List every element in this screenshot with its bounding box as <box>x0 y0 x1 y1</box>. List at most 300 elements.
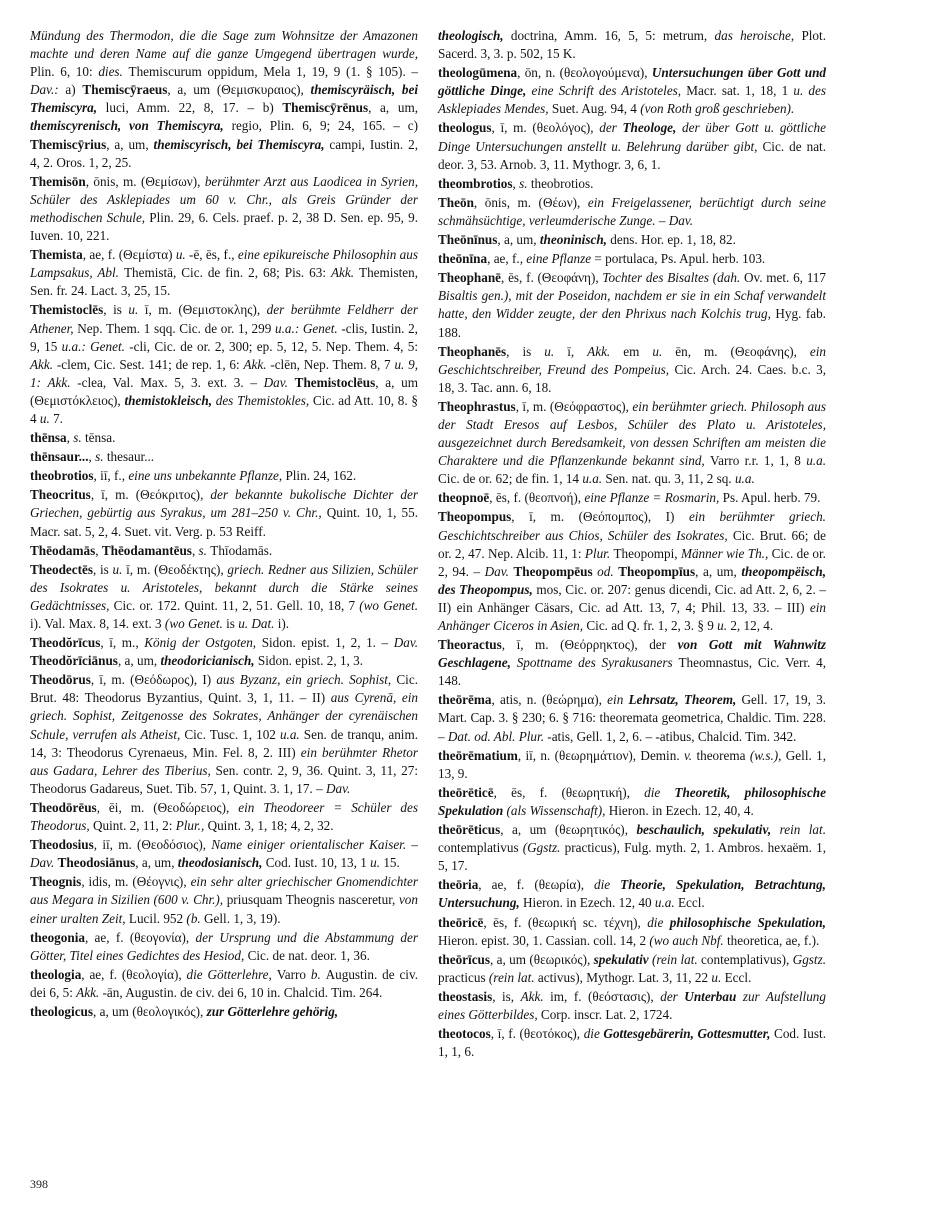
italic-text: u.a. <box>279 726 304 742</box>
italic-text: Dav.: <box>30 82 66 98</box>
italic-text: eine Pflanze = Rosmarin, <box>584 490 723 506</box>
page-number: 398 <box>30 1177 48 1191</box>
translation: beschaulich, spekulativ, <box>636 822 772 838</box>
text-run: , ēs, f. (θεωρική sc. τέχνη), <box>483 914 648 930</box>
dictionary-entry <box>30 448 418 466</box>
text-run: , ēs, f. (θεωρητική), <box>493 784 645 800</box>
translation: Untersuchungen über Gott und göttliche Dinge, <box>438 65 827 99</box>
dictionary-entry <box>438 194 826 230</box>
italic-text: s. <box>73 430 85 446</box>
text-run: , ēs, f. (Θεοφάνη), <box>501 270 603 286</box>
text-run: Theomnastus, Cic. Verr. 4, 148. <box>438 655 827 689</box>
italic-text: Plur., <box>175 818 208 834</box>
translation: Lehrsatz, Theorem, <box>628 692 737 708</box>
italic-text: Spottname des Syrakusaners <box>510 655 679 671</box>
text-run: , ōnis, m. (Θέων), <box>473 194 588 210</box>
headword: theōrēma <box>438 692 492 708</box>
italic-text: ein berühmter griech. Geschichtschreiber aus Chios, Schüler des Isokrates, <box>438 509 826 543</box>
italic-text: die <box>644 784 675 800</box>
text-run: Cic. Brut. 48: Theodorus Byzantius, Quint. 3, 1, 11. – II) <box>30 672 418 706</box>
text-run: -cli, Cic. de or. 2, 300; ep. 5, 12, 5. Nep. Them. 4, 5: <box>129 338 419 354</box>
headword: Theodosius <box>30 837 94 853</box>
italic-text: (w.s.), <box>749 747 786 763</box>
text-run: , atis, n. (θεώρημα), <box>491 692 608 708</box>
text-run: Plin. 6, 10: <box>30 64 99 80</box>
italic-text: u. <box>39 410 54 426</box>
italic-text: s. <box>519 175 531 191</box>
text-run: , a, um (Θεμιστόκλειος), <box>30 374 418 408</box>
italic-text: Männer wie Th., <box>680 545 772 561</box>
headword: theopnoē <box>438 490 490 506</box>
translation: Gottesgebärerin, Gottesmutter, <box>603 1026 771 1042</box>
italic-text: Akk. <box>587 343 624 359</box>
headword: Themista <box>30 247 83 263</box>
italic-text: u.a. <box>654 895 678 911</box>
dictionary-entry <box>438 508 826 635</box>
headword: Theodosiānus <box>57 855 136 871</box>
dictionary-entry <box>30 561 418 633</box>
italic-text: ein Geschichtschreiber, Freund des Pompeius, <box>438 343 827 377</box>
italic-text: berühmter Arzt aus Laodicea in Syrien, Schüler des Asklepiades um 60 v. Chr., als Greis Gründer der methodischen Schule, <box>30 173 418 225</box>
text-run: activus), Mythogr. Lat. 3, 11, 22 <box>537 969 712 985</box>
text-run: -clis, Iustin. 2, 9, 15 <box>30 320 418 354</box>
text-run: , a, um, <box>135 855 178 871</box>
dictionary-entry <box>30 836 418 872</box>
italic-text: (wo auch Nbf. <box>649 932 728 948</box>
translation: themiscyrisch, bei Themiscyra, <box>153 136 325 152</box>
text-run: Sen. de tranqu, anim. 14, 3: Theodorus Cyrenaeus, Min. Fel. 8, 2. III) <box>30 726 419 760</box>
italic-text: (b. <box>186 910 205 926</box>
dictionary-entry <box>438 988 826 1024</box>
italic-text: Tochter des Bisaltes (dah. <box>602 270 744 286</box>
italic-text: der über Gott u. göttliche Dinge Untersuchungen anstellt u. Belehrung darüber gibt, <box>438 120 826 154</box>
text-run: Varro <box>276 966 311 982</box>
dictionary-entry <box>438 27 826 63</box>
text-run: campi, Iustin. 2, 4, 2. Oros. 1, 2, 25. <box>30 136 418 170</box>
headword: theotocos <box>438 1026 491 1042</box>
text-run: i). Val. Max. 8, 14. ext. 3 <box>30 616 165 631</box>
dictionary-entry <box>438 269 826 341</box>
italic-text: griech. Redner aus Silizien, Schüler des Isokrates u. Aristoteles, bekannt durch die Stärke seines Gedächtnisses, <box>30 561 419 613</box>
headword: Theōn <box>438 194 474 210</box>
italic-text: die <box>647 914 670 930</box>
italic-text: (wo Genet. <box>164 616 227 631</box>
text-run: Gell. 1, 3, 19). <box>204 910 281 926</box>
italic-text: eine uns unbekannte Pflanze, <box>128 468 286 484</box>
text-run: Corp. inscr. Lat. 2, 1724. <box>540 1006 673 1022</box>
text-run: Hyg. fab. 188. <box>438 306 826 340</box>
italic-text: Dav. <box>263 374 295 390</box>
dictionary-entry <box>30 542 418 560</box>
italic-text: u. Dat. <box>238 616 278 631</box>
dictionary-entry <box>438 398 826 488</box>
text-run: is <box>226 616 239 631</box>
italic-text: ein berühmter griech. Philosoph aus der Stadt Eresos auf Lesbos, Schüler des Plato u. Aristoteles, ausgezeichnet durch Beredsamkeit, von dessen Schriften am meisten die Charaktere und die Pflanzenkunde bekannt sind, <box>438 398 826 469</box>
text-run: , <box>191 542 199 558</box>
headword: Theognis <box>30 874 82 890</box>
italic-text: v. <box>683 747 697 763</box>
dictionary-entry <box>438 784 826 820</box>
text-run: Themistā, Cic. de fin. 2, 68; Pis. 63: <box>123 265 331 281</box>
text-run: Lucil. 952 <box>128 910 187 926</box>
text-run: -clea, Val. Max. 5, 3. ext. 3. – <box>77 374 264 390</box>
dictionary-entry <box>438 489 826 507</box>
translation: von Gott mit Wahnwitz Geschlagene, <box>438 637 826 671</box>
italic-text: Dav. <box>393 635 419 651</box>
italic-text: Plur. <box>584 545 614 561</box>
italic-text: die <box>594 877 621 893</box>
text-run: Sen. nat. qu. 3, 11, 2 sq. <box>605 471 735 487</box>
text-run: ī, <box>567 343 588 359</box>
italic-text: der bekannte bukolische Dichter der Griechen, gebürtig aus Syrakus, um 281–250 v. Chr., <box>30 487 418 521</box>
translation: themistokleisch, <box>124 392 212 408</box>
text-run: 15. <box>383 855 400 871</box>
translation: theologisch, <box>438 28 504 43</box>
italic-text: Akk. <box>76 984 103 1000</box>
headword: Theodōrēus <box>30 799 97 815</box>
text-run: , a, um, <box>368 100 418 116</box>
text-run: , idis, m. (Θέογνις), <box>81 874 191 890</box>
headword: Theōnīnus <box>438 232 498 248</box>
italic-text: das heroische, <box>714 28 802 43</box>
headword: theōrēmatium <box>438 747 518 763</box>
italic-text: u. <box>544 343 568 359</box>
italic-text: Dat. od. Abl. Plur. <box>447 728 548 744</box>
headword: theōrīcus <box>438 951 491 967</box>
text-run: Suet. Aug. 94, 4 <box>551 101 641 117</box>
text-run: Cic. ad Att. 10, 8. § 4 <box>30 392 418 426</box>
headword: Theodŏrīcus <box>30 635 101 651</box>
dictionary-entry <box>438 821 826 875</box>
translation: Theorie, Spekulation, Betrachtung, Untersuchung, <box>438 877 826 911</box>
headword: theologūmena <box>438 65 518 81</box>
text-run: Themisten, Sen. fr. 24. Lact. 3, 25, 15. <box>30 265 418 299</box>
text-run: em <box>623 343 653 359</box>
italic-text: Akk. <box>30 356 57 372</box>
text-run: Plin. 24, 162. <box>285 468 357 484</box>
text-run: Cic. Tusc. 1, 102 <box>184 726 280 742</box>
text-run: , ēs, f. (θεοπνοή), <box>489 490 585 506</box>
italic-text: von einer uralten Zeit, <box>30 892 418 926</box>
italic-text: s. <box>198 542 211 558</box>
text-run: a) <box>65 82 83 98</box>
headword: theologia <box>30 966 82 982</box>
dictionary-entry <box>438 914 826 950</box>
italic-text: König der Ostgoten, <box>144 635 262 651</box>
italic-text: ein Freigelassener, berüchtigt durch seine schmähsüchtige, verleumderische Zunge. – Dav. <box>438 194 827 228</box>
headword: Theophanēs <box>438 343 507 359</box>
text-run: Hieron. in Ezech. 12, 40, 4. <box>608 802 754 818</box>
italic-text: eine Pflanze <box>526 251 595 267</box>
headword: theōrēticē <box>438 784 494 800</box>
translation: Theoretik, philosophische Spekulation <box>438 784 826 818</box>
italic-text: Akk. <box>243 356 271 372</box>
translation: themiscyräisch, bei Themiscyra, <box>30 82 418 116</box>
italic-text: (Ggstz. <box>522 840 565 856</box>
italic-text: Bisaltis gen.), mit der Poseidon, nachdem er sie in ein Schaf verwandelt hatte, den Widder zeugte, der den Phrixus nach Kolchis trug, <box>438 288 826 322</box>
italic-text: aus Byzanz, ein griech. Sophist, <box>216 672 397 688</box>
italic-text: u. <box>652 343 676 359</box>
italic-text: od. <box>592 563 619 579</box>
text-run: Cic. de or. 2, 94. – <box>438 545 826 579</box>
text-run: , <box>95 542 102 558</box>
italic-text: u. 9, 1: Akk. <box>30 356 418 390</box>
dictionary-entry <box>30 27 418 172</box>
headword: theōnīna <box>438 251 488 267</box>
dictionary-entry <box>30 966 418 1002</box>
text-run: , iī, m. (Θεοδόσιος), <box>93 837 212 853</box>
italic-text: ein <box>607 692 629 708</box>
dictionary-entry <box>438 343 826 397</box>
italic-text: u.a.: Genet. <box>61 338 130 354</box>
text-run: 2, 12, 4. <box>730 618 774 633</box>
text-run: Cic. de nat. deor. 3, 53. Arnob. 3, 11. Mythogr. 3, 6, 1. <box>438 138 827 172</box>
dictionary-entry <box>30 929 418 965</box>
translation: zur Götterlehre gehörig, <box>206 1003 339 1019</box>
text-run: , is, <box>492 988 521 1004</box>
text-run: , ae, f. (θεωρία), <box>478 877 595 893</box>
text-run: , ī, m. (Θεόρρηκτος), der <box>501 637 678 653</box>
dictionary-entry <box>30 634 418 670</box>
text-run: , ī, m., <box>100 635 145 651</box>
text-run: Cic. or. 172. Quint. 11, 2, 51. Gell. 10, 18, 7 <box>113 597 360 613</box>
text-run: practicus <box>438 969 489 985</box>
text-run: Thīodamās. <box>210 542 273 558</box>
dictionary-entry <box>438 64 826 118</box>
headword: Thēodamantēus <box>101 542 192 558</box>
text-run: , ae, f. (θεολογία), <box>81 966 187 982</box>
text-run: -ān, Augustin. de civ. dei 6, 10 in. Chalcid. Tim. 264. <box>102 984 383 1000</box>
dictionary-entry <box>438 747 826 783</box>
dictionary-entry <box>438 119 826 173</box>
dictionary-entry <box>30 1003 418 1021</box>
text-run: Cic. de or. 62; de fin. 1, 14 <box>438 471 583 487</box>
dictionary-entry <box>30 873 418 927</box>
dictionary-entry <box>30 486 418 540</box>
headword: Theophanē <box>438 270 502 286</box>
text-run: -clem, Cic. Sest. 141; de rep. 1, 6: <box>56 356 244 372</box>
text-run: Sen. contr. 2, 9, 36. Quint. 3, 11, 27: Theodorus Gadareus, Suet. Tib. 57, 1, Quint. 3. 1, 17. – <box>30 762 418 796</box>
text-run: -ē, ēs, f., <box>189 247 238 263</box>
text-run: Cod. Iust. 1, 1, 6. <box>438 1026 826 1060</box>
text-run: Ps. Apul. herb. 79. <box>722 490 821 506</box>
headword: theombrotios <box>438 175 513 191</box>
text-run: im, f. (θεόστασις), <box>550 988 661 1004</box>
italic-text: der <box>660 988 685 1004</box>
text-run: Quint. 10, 1, 55. Macr. sat. 5, 2, 4. Suet. vit. Verg. p. 53 Reiff. <box>30 505 418 539</box>
headword: Theodectēs <box>30 561 93 577</box>
text-run: , a, um (Θεμισκυραιος), <box>167 82 311 98</box>
text-run: Hieron. in Ezech. 12, 40 <box>519 895 655 911</box>
dictionary-entry <box>438 250 826 268</box>
text-run: Sidon. epist. 2, 1, 3. <box>254 653 364 669</box>
text-run: , iī, n. (θεωρημάτιον), Demin. <box>517 747 684 763</box>
italic-text: u. <box>370 855 384 871</box>
headword: theōricē <box>438 914 484 930</box>
text-run: -atis, Gell. 1, 2, 6. – -atibus, Chalcid. Tim. 342. <box>547 728 797 744</box>
text-run: , ī, m. (Θεόφραστος), <box>515 398 633 414</box>
italic-text: (als Wissenschaft), <box>503 802 609 818</box>
text-run: doctrina, Amm. 16, 5, 5: metrum, <box>503 28 715 43</box>
italic-text: (wo Genet. <box>359 597 418 613</box>
italic-text: Name einiger orientalischer Kaiser. – Dav. <box>30 837 418 871</box>
italic-text: (rein lat. <box>488 969 538 985</box>
dictionary-entry <box>30 173 418 245</box>
italic-text: (von Roth groß geschrieben). <box>640 101 795 117</box>
text-run: , ae, f. (Θεμίστα) <box>82 247 176 263</box>
text-run: Cic. de nat. deor. 1, 36. <box>247 947 370 963</box>
italic-text: der berühmte Feldherr der Athener, <box>30 302 419 336</box>
text-run: , a, um, <box>695 563 742 579</box>
text-run: Eccl. <box>724 969 752 985</box>
dictionary-entry <box>30 301 418 428</box>
text-run: theobrotios. <box>530 175 594 191</box>
italic-text: der Ursprung und die Abstammung der Götter, Titel eines Gedichtes des Hesiod, <box>30 929 418 963</box>
text-run: Macr. sat. 1, 18, 1 <box>686 83 794 99</box>
headword: Theodōrus <box>30 672 91 688</box>
italic-text: u.a. <box>806 453 826 469</box>
italic-text: u.a.: Genet. <box>275 320 342 336</box>
dictionary-entry <box>30 429 418 447</box>
headword: theobrotios <box>30 468 94 484</box>
text-run: Quint. 3, 1, 18; 4, 2, 32. <box>207 818 334 834</box>
italic-text: ein berühmter Rhetor aus Gadara, Lehrer des Tiberius, <box>30 744 418 778</box>
text-run: , <box>66 430 74 446</box>
text-run: , ae, f., <box>487 251 527 267</box>
italic-text: die Götterlehre, <box>186 966 277 982</box>
italic-text: Dav. <box>325 780 351 796</box>
italic-text: s. <box>95 449 107 465</box>
headword: Theopompus <box>438 509 512 525</box>
text-run: , <box>512 175 520 191</box>
headword: Theodŏrīciānus <box>30 653 118 669</box>
headword: thēnsaur... <box>30 449 89 465</box>
text-run: practicus), Fulg. myth. 2, 1. Ambros. hexaëm. 1, 5, 17. <box>438 840 827 874</box>
italic-text: ein Theodoreer = Schüler des Theodorus, <box>30 799 419 834</box>
text-run: Nep. Them. 1 sqq. Cic. de or. 1, 299 <box>77 320 276 336</box>
headword: Theopompīus <box>618 563 696 579</box>
text-run: Ov. met. 6, 117 <box>743 270 826 286</box>
italic-text: (rein lat. <box>648 951 702 967</box>
text-run: Sidon. epist. 1, 2, 1. – <box>261 635 394 651</box>
dictionary-entry <box>438 231 826 249</box>
left-column <box>30 27 418 1022</box>
text-run: contemplativus <box>438 840 523 856</box>
text-run: Theopompi, <box>613 545 681 561</box>
text-run: , ī, m. (Θεόδωρος), I) <box>90 672 217 688</box>
italic-text: des Themistokles, <box>212 392 313 408</box>
text-run: tēnsa. <box>84 430 116 446</box>
italic-text: rein lat. <box>771 822 826 838</box>
text-run: , a, um (θεολογικός), <box>93 1003 207 1019</box>
translation: spekulativ <box>593 951 649 967</box>
text-run: , iī, f., <box>93 468 129 484</box>
text-run: , a, um, <box>497 232 540 248</box>
translation: Theologe, <box>622 120 677 136</box>
text-run: Gell. 17, 19, 3. Mart. Cap. 3. § 230; 6. § 716: theoremata geometrica, Chaldic. Tim. 228. – <box>438 692 826 744</box>
italic-text: eine epikureische Philosophin aus Lampsakus, Abl. <box>30 247 418 281</box>
text-run: , a, um (θεωρικός), <box>490 951 594 967</box>
headword: theōrēticus <box>438 822 501 838</box>
text-run: , is <box>103 302 129 318</box>
dictionary-entry <box>438 951 826 987</box>
text-run: 7. <box>53 410 63 426</box>
translation: theodosianisch, <box>177 855 263 871</box>
text-run: , ae, f. (θεογονία), <box>84 929 196 945</box>
dictionary-entry <box>30 246 418 300</box>
translation: Unterbau <box>684 988 737 1004</box>
text-run: Plot. Sacerd. 3, 3. p. 502, 15 K. <box>438 28 826 62</box>
text-run: Eccl. <box>677 895 705 911</box>
text-run: -clēn, Nep. Them. 8, 7 <box>270 356 395 372</box>
text-run: Cic. ad Q. fr. 1, 2, 3. § 9 <box>586 618 718 633</box>
italic-text: der <box>599 120 623 136</box>
dictionary-entry <box>438 1025 826 1061</box>
text-run: Augustin. de civ. dei 6, 5: <box>30 966 418 1000</box>
text-run: theoretica, ae, f.). <box>727 932 820 948</box>
italic-text: u. <box>128 302 145 318</box>
italic-text: u. <box>717 618 731 633</box>
text-run: , is <box>93 561 113 577</box>
italic-text: ein Anhänger Ciceros in Asien, <box>438 599 826 633</box>
text-run: luci, Amm. 22, 8, 17. – b) <box>97 100 283 116</box>
text-run: , ōn, n. (θεολογούμενα), <box>517 65 652 81</box>
headword: Themiscȳrius <box>30 136 107 152</box>
dictionary-entry <box>438 691 826 745</box>
text-run: , ī, m. (θεολόγος), <box>491 120 600 136</box>
dictionary-entry <box>30 799 418 835</box>
headword: theostasis <box>438 988 493 1004</box>
italic-text: u. des Asklepiades Mendes, <box>438 83 826 117</box>
text-run: thesaur... <box>106 449 155 465</box>
headword: thēnsa <box>30 430 67 446</box>
text-run: dens. Hor. ep. 1, 18, 82. <box>606 232 736 248</box>
dictionary-entry <box>438 175 826 193</box>
text-run: contemplativus), <box>701 951 793 967</box>
text-run: theorema <box>696 747 750 763</box>
italic-text: u. <box>175 247 190 263</box>
dictionary-entry <box>30 671 418 798</box>
italic-text: b. <box>310 966 326 982</box>
text-run: Hieron. epist. 30, 1. Cassian. coll. 14, 2 <box>438 932 650 948</box>
text-run: , a, um, <box>106 136 154 152</box>
text-run: Cic. Arch. 24. Caes. b.c. 3, 18, 3. Tac. ann. 6, 18. <box>438 361 826 395</box>
italic-text: u.a. <box>734 471 755 487</box>
italic-text: zur Aufstellung eines Götterbildes, <box>438 988 826 1022</box>
text-run: mos, Cic. or. 207: genus dicendi, Cic. ad Att. 2, 6, 2. – II) ein Anhänger Cäsars, Cic. ad Att. 13, 7, 4; Phil. 13, 33. – III) <box>438 581 826 615</box>
headword: theogonia <box>30 929 85 945</box>
text-run: = portulaca, Ps. Apul. herb. 103. <box>594 251 766 267</box>
translation: themiscyrenisch, von Themiscyra, <box>30 118 224 134</box>
italic-text: Dav. <box>484 563 514 579</box>
headword: theologicus <box>30 1003 94 1019</box>
text-run: , ōnis, m. (Θεμίσων), <box>85 173 205 189</box>
translation: philosophische Spekulation, <box>669 914 826 930</box>
text-run: , <box>88 449 96 465</box>
italic-text: Mündung des Thermodon, die die Sage zum Wohnsitze der Amazonen machte und deren Name auf die ganze Umgegend übertragen wurde, <box>30 28 418 62</box>
translation: theodoricianisch, <box>160 653 255 669</box>
text-run: , ī, m. (Θεόκριτος), <box>90 487 211 503</box>
text-run: priusquam Theognis nasceretur, <box>226 892 399 908</box>
italic-text: u.a. <box>582 471 606 487</box>
headword: Theopompēus <box>513 563 593 579</box>
italic-text: Akk. <box>520 988 551 1004</box>
italic-text: aus Cyrenā, ein griech. Sophist, Zeitgenosse des Sokrates, Anhänger der cyrenäischen Schule, verrufen als Atheist, <box>30 690 418 742</box>
translation: theopompëisch, des Theopompus, <box>438 563 827 597</box>
text-run: , a, um (θεωρητικός), <box>500 822 637 838</box>
text-run: , ī, m. (Θεόπομπος), I) <box>511 509 689 525</box>
italic-text: u. <box>112 561 127 577</box>
